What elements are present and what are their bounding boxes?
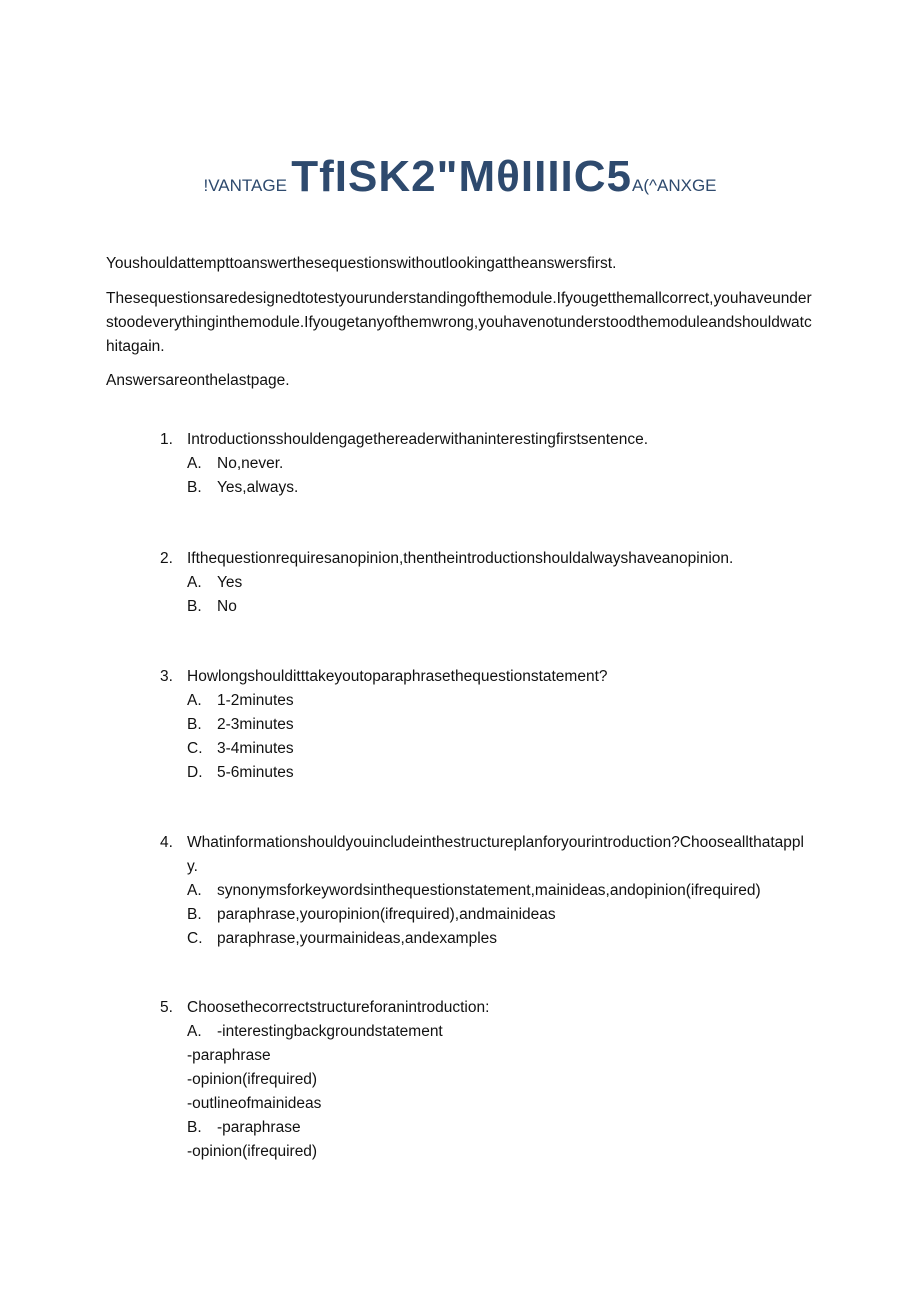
- question-number: 2.: [160, 550, 173, 567]
- question-number: 4.: [160, 834, 173, 851]
- answer-option: D. 5-6minutes: [187, 764, 294, 781]
- question-text: Ifthequestionrequiresanopinion,thentheintroductionshouldalwayshaveanopinion.: [187, 550, 734, 567]
- answer-option: A. -interestingbackgroundstatement: [187, 1023, 443, 1040]
- answer-option: B. -paraphrase: [187, 1119, 301, 1136]
- question-text: Whatinformationshouldyouincludeinthestructureplanforyourintroduction?Chooseallthatapply.: [187, 834, 804, 875]
- answer-option: C. paraphrase,yourmainideas,andexamples: [187, 930, 498, 947]
- title-right: A(^ANXGE: [632, 176, 717, 195]
- intro-paragraph: Thesequestionsaredesignedtotestyourunderstandingofthemodule.Ifyougetthemallcorrect,youhaveunderstoodeverythinginthemodule.Ifyougetanyofthemwrong,youhavenotunderstoodthemoduleandshouldwatchitagain.: [106, 290, 812, 355]
- question-text: Introductionsshouldengagethereaderwithaninterestingfirstsentence.: [187, 431, 648, 448]
- answer-option: B. paraphrase,youropinion(ifrequired),andmainideas: [187, 906, 556, 923]
- answer-option: A. synonymsforkeywordsinthequestionstatement,mainideas,andopinion(ifrequired): [187, 882, 761, 899]
- title-left: !VANTAGE: [203, 176, 287, 195]
- question-5: [160, 996, 820, 1164]
- question-2: [160, 547, 820, 619]
- question-number: 5.: [160, 999, 173, 1016]
- option-line: -paraphrase: [187, 1047, 271, 1064]
- document-title: [0, 152, 920, 202]
- intro-paragraph: Answersareonthelastpage.: [106, 372, 290, 389]
- answer-option: A. Yes: [187, 574, 243, 591]
- question-4: [160, 831, 820, 951]
- intro-paragraph: Youshouldattempttoanswerthesequestionswithoutlookingattheanswersfirst.: [106, 255, 617, 272]
- question-text: Howlongshoulditttakeyoutoparaphrasethequestionstatement?: [187, 668, 608, 685]
- answer-option: A. No,never.: [187, 455, 284, 472]
- answer-option: C. 3-4minutes: [187, 740, 294, 757]
- answer-option: B. No: [187, 598, 237, 615]
- option-line: -opinion(ifrequired): [187, 1143, 318, 1160]
- option-line: -opinion(ifrequired): [187, 1071, 318, 1088]
- question-3: [160, 665, 820, 785]
- answer-option: B. Yes,always.: [187, 479, 299, 496]
- title-main: TfISK2"MθIIIIC5: [291, 152, 633, 201]
- question-number: 1.: [160, 431, 173, 448]
- answer-option: A. 1-2minutes: [187, 692, 294, 709]
- option-line: -outlineofmainideas: [187, 1095, 322, 1112]
- question-1: [160, 428, 820, 500]
- answer-option: B. 2-3minutes: [187, 716, 294, 733]
- question-number: 3.: [160, 668, 173, 685]
- question-text: Choosethecorrectstructureforanintroduction:: [187, 999, 490, 1016]
